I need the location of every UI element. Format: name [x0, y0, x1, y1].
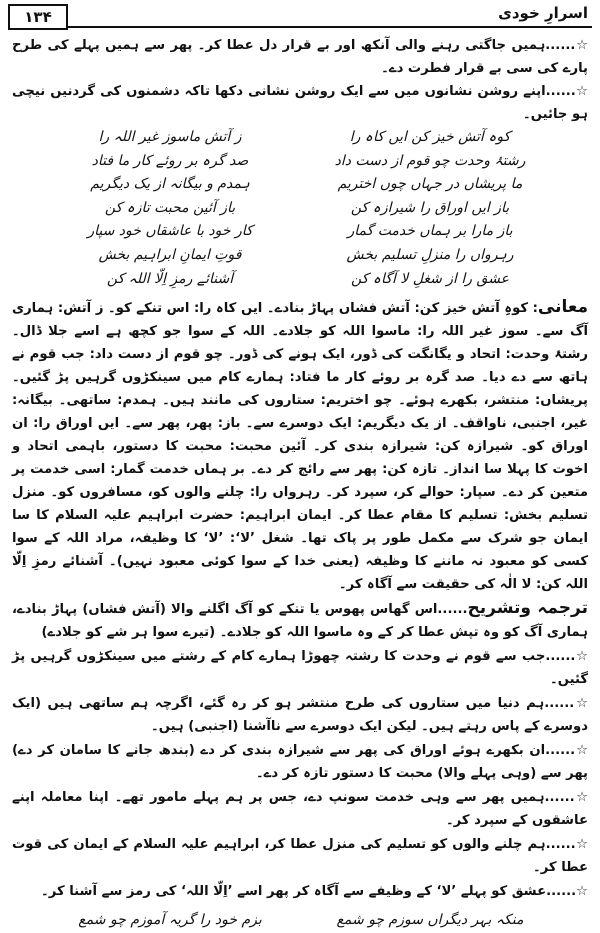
- hemistich-second: کار خود با عاشقاں خود سپار: [87, 223, 253, 240]
- hemistich-first: عشق را از شغلِ لا آگاہ کن: [351, 270, 509, 287]
- hemistich-second: بزم خود را گریہ آموزم چو شمع: [78, 912, 262, 929]
- header-rule: [68, 26, 592, 28]
- translation-paragraph-5: ☆......ہمیں پھر سے وہی خدمت سونپ دے، جس پر ہم پہلے مامور تھے۔ اپنا معاملہ اپنے عاشقوں کے سپرد کر۔: [12, 790, 588, 829]
- translation-heading: ترجمہ وتشریح: [467, 598, 588, 619]
- translation-paragraph-2: ☆......جب سے قوم نے وحدت کا رشتہ چھوڑا ہمارے کام کے رشتے میں سینکڑوں گرہیں پڑ گئیں۔: [12, 649, 588, 688]
- translation-paragraph-3: ☆......ہم دنیا میں ستاروں کی طرح منتشر ہو کر رہ گئے، اگرچہ ہم ساتھی ہیں (ایک دوسرے کے پاس رہتے ہیں۔ لیکن ایک دوسرے سے ناآشنا (اجنبی) ہیں۔: [12, 696, 588, 735]
- hemistich-first: ما پریشاں در جہاں چوں اختریم: [337, 176, 523, 193]
- hemistich-second: صد گرہ بر روئے کار ما فتاد: [91, 152, 249, 169]
- meanings-text: : کوہِ آتش خیز کن: آتش فشاں پہاڑ بنادے۔ ایں کاہ را: اس تنکے کو۔ ز آتش: ہماری آگ سے۔ سوز غیر اللہ را: ماسوا اللہ کو جلادے۔ اللہ کے سوا جو کچھ ہے اسے جلا ڈال۔ رشتۂ وحدت: اتحاد و یگانگت کی ڈور، ایک ہونے کی ڈور۔ چو قوم از دست داد: جب قوم نے ہاتھ سے دے دیا۔ صد گرہ بر روئے کار ما فتاد: ہمارے کام میں سینکڑوں گرہیں پڑ گئیں۔ پریشاں: منتشر، بکھرے ہوئے۔ چو اختریم: ستاروں کی مانند ہیں۔ ہمدم: ساتھی۔ بیگانہ: غیر، اجنبی، ناواقف۔ از یک دیگریم: ایک دوسرے سے۔ باز: پھر، پھر سے۔ ایں اوراق را: ان اوراق کو۔ شیرازہ کن: شیرازہ بندی کر۔ آئین محبت: محبت کا دستور، باہمی اتحاد و اخوت کا پہلا سا انداز۔ تازہ کن: پھر سے رائج کر دے۔ بر ہماں خدمت گمار: اسی خدمت پر متعین کر دے۔ سپار: حوالے کر، سپرد کر۔ رہرواں را: چلنے والوں کو، مسافروں کو۔ منزل تسلیم بخش: تسلیم کا مقام عطا کر۔ ایمان ابراہیم: حضرت ابراہیم علیہ السلام کا سا ایمان جو شرک سے مکمل طور پر پاک تھا۔ شغل ’لا‘: ’لا‘ کا وظیفہ، مراد اللہ کے سوا کسی کو معبود نہ ماننے کا وظیفہ (یعنی خدا کے سوا کوئی معبود نہیں)۔ آشنائے رمزِ اِلّا اللہ کن: لا الٰہ کی حقیقت سے آگاہ کر۔: [12, 301, 588, 593]
- final-couplet: [55, 909, 545, 933]
- hemistich-first: منکہ بہر دیگراں سوزم چو شمع: [336, 912, 524, 929]
- page-body: [12, 34, 588, 933]
- couplet: [55, 150, 545, 174]
- translation-paragraph-7: ☆......عشق کو پہلے ’لا‘ کے وظیفے سے آگاہ کر پھر اسے ’اِلّا اللہ‘ کی رمز سے آشنا کر۔: [41, 884, 588, 900]
- intro-paragraph-1: ☆......ہمیں جاگتی رہنے والی آنکھ اور بے قرار دل عطا کر۔ پھر سے ہمیں پہلے کی طرح پارے کی سی بے قرار فطرت دے۔: [12, 38, 588, 76]
- couplet: [55, 173, 545, 197]
- couplet: [55, 126, 545, 150]
- poem-block: [12, 126, 588, 291]
- running-title: اسرارِ خودی: [498, 4, 588, 22]
- couplet: [55, 244, 545, 268]
- hemistich-first: باز ایں اوراق را شیرازہ کن: [350, 199, 510, 216]
- hemistich-first: رہرواں را منزلِ تسلیم بخش: [346, 246, 514, 263]
- meanings-heading: معانی: [537, 297, 588, 318]
- hemistich-second: ز آتش ماسوز غیر اللہ را: [98, 129, 242, 145]
- translation-paragraph-6: ☆......ہم چلنے والوں کو تسلیم کی منزل عطا کر، ابراہیم علیہ السلام کے ایمان کی قوت عطا کر۔: [12, 837, 588, 876]
- meanings-paragraph: [12, 296, 588, 596]
- translation-paragraph-4: ☆......ان بکھرے ہوئے اوراق کی پھر سے شیرازہ بندی کر دے (بندھ جانے کا سامان کر دے) پھر سے (وہی پہلے والا) محبت کا دستور تازہ کر دے۔: [12, 743, 588, 782]
- hemistich-first: کوہ آتش خیز کن ایں کاہ را: [349, 129, 511, 145]
- hemistich-first: باز مارا بر ہماں خدمت گمار: [347, 223, 513, 240]
- page-number: ۱۳۴: [8, 4, 68, 30]
- hemistich-second: ہمدم و بیگانہ از یک دیگریم: [90, 176, 250, 193]
- hemistich-second: آشنائے رمزِ اِلّا اللہ کن: [106, 270, 234, 287]
- couplet: [55, 268, 545, 292]
- page-header: [8, 4, 592, 30]
- couplet: [55, 220, 545, 244]
- translation-paragraph-1: [12, 597, 588, 644]
- hemistich-second: باز آئین محبت تازہ کن: [104, 199, 236, 216]
- couplet: [55, 197, 545, 221]
- intro-paragraph-2: ☆......اپنے روشن نشانوں میں سے ایک روشن نشانی دکھا تاکہ دشمنوں کی گردنیں نیچی ہو جائیں۔: [12, 84, 588, 122]
- translation-text: ......اس گھاس پھوس یا تنکے کو آگ اگلنے والا (آتش فشاں) پہاڑ بنادے، ہماری آگ کو وہ تپش عطا کر کے وہ ماسوا اللہ کو جلادے۔ (تیرے سوا ہر شے کو جلادے): [12, 602, 588, 641]
- hemistich-first: رشتۂ وحدت چو قوم از دست داد: [334, 152, 526, 169]
- hemistich-second: قوتِ ایمانِ ابراہیم بخش: [98, 246, 242, 263]
